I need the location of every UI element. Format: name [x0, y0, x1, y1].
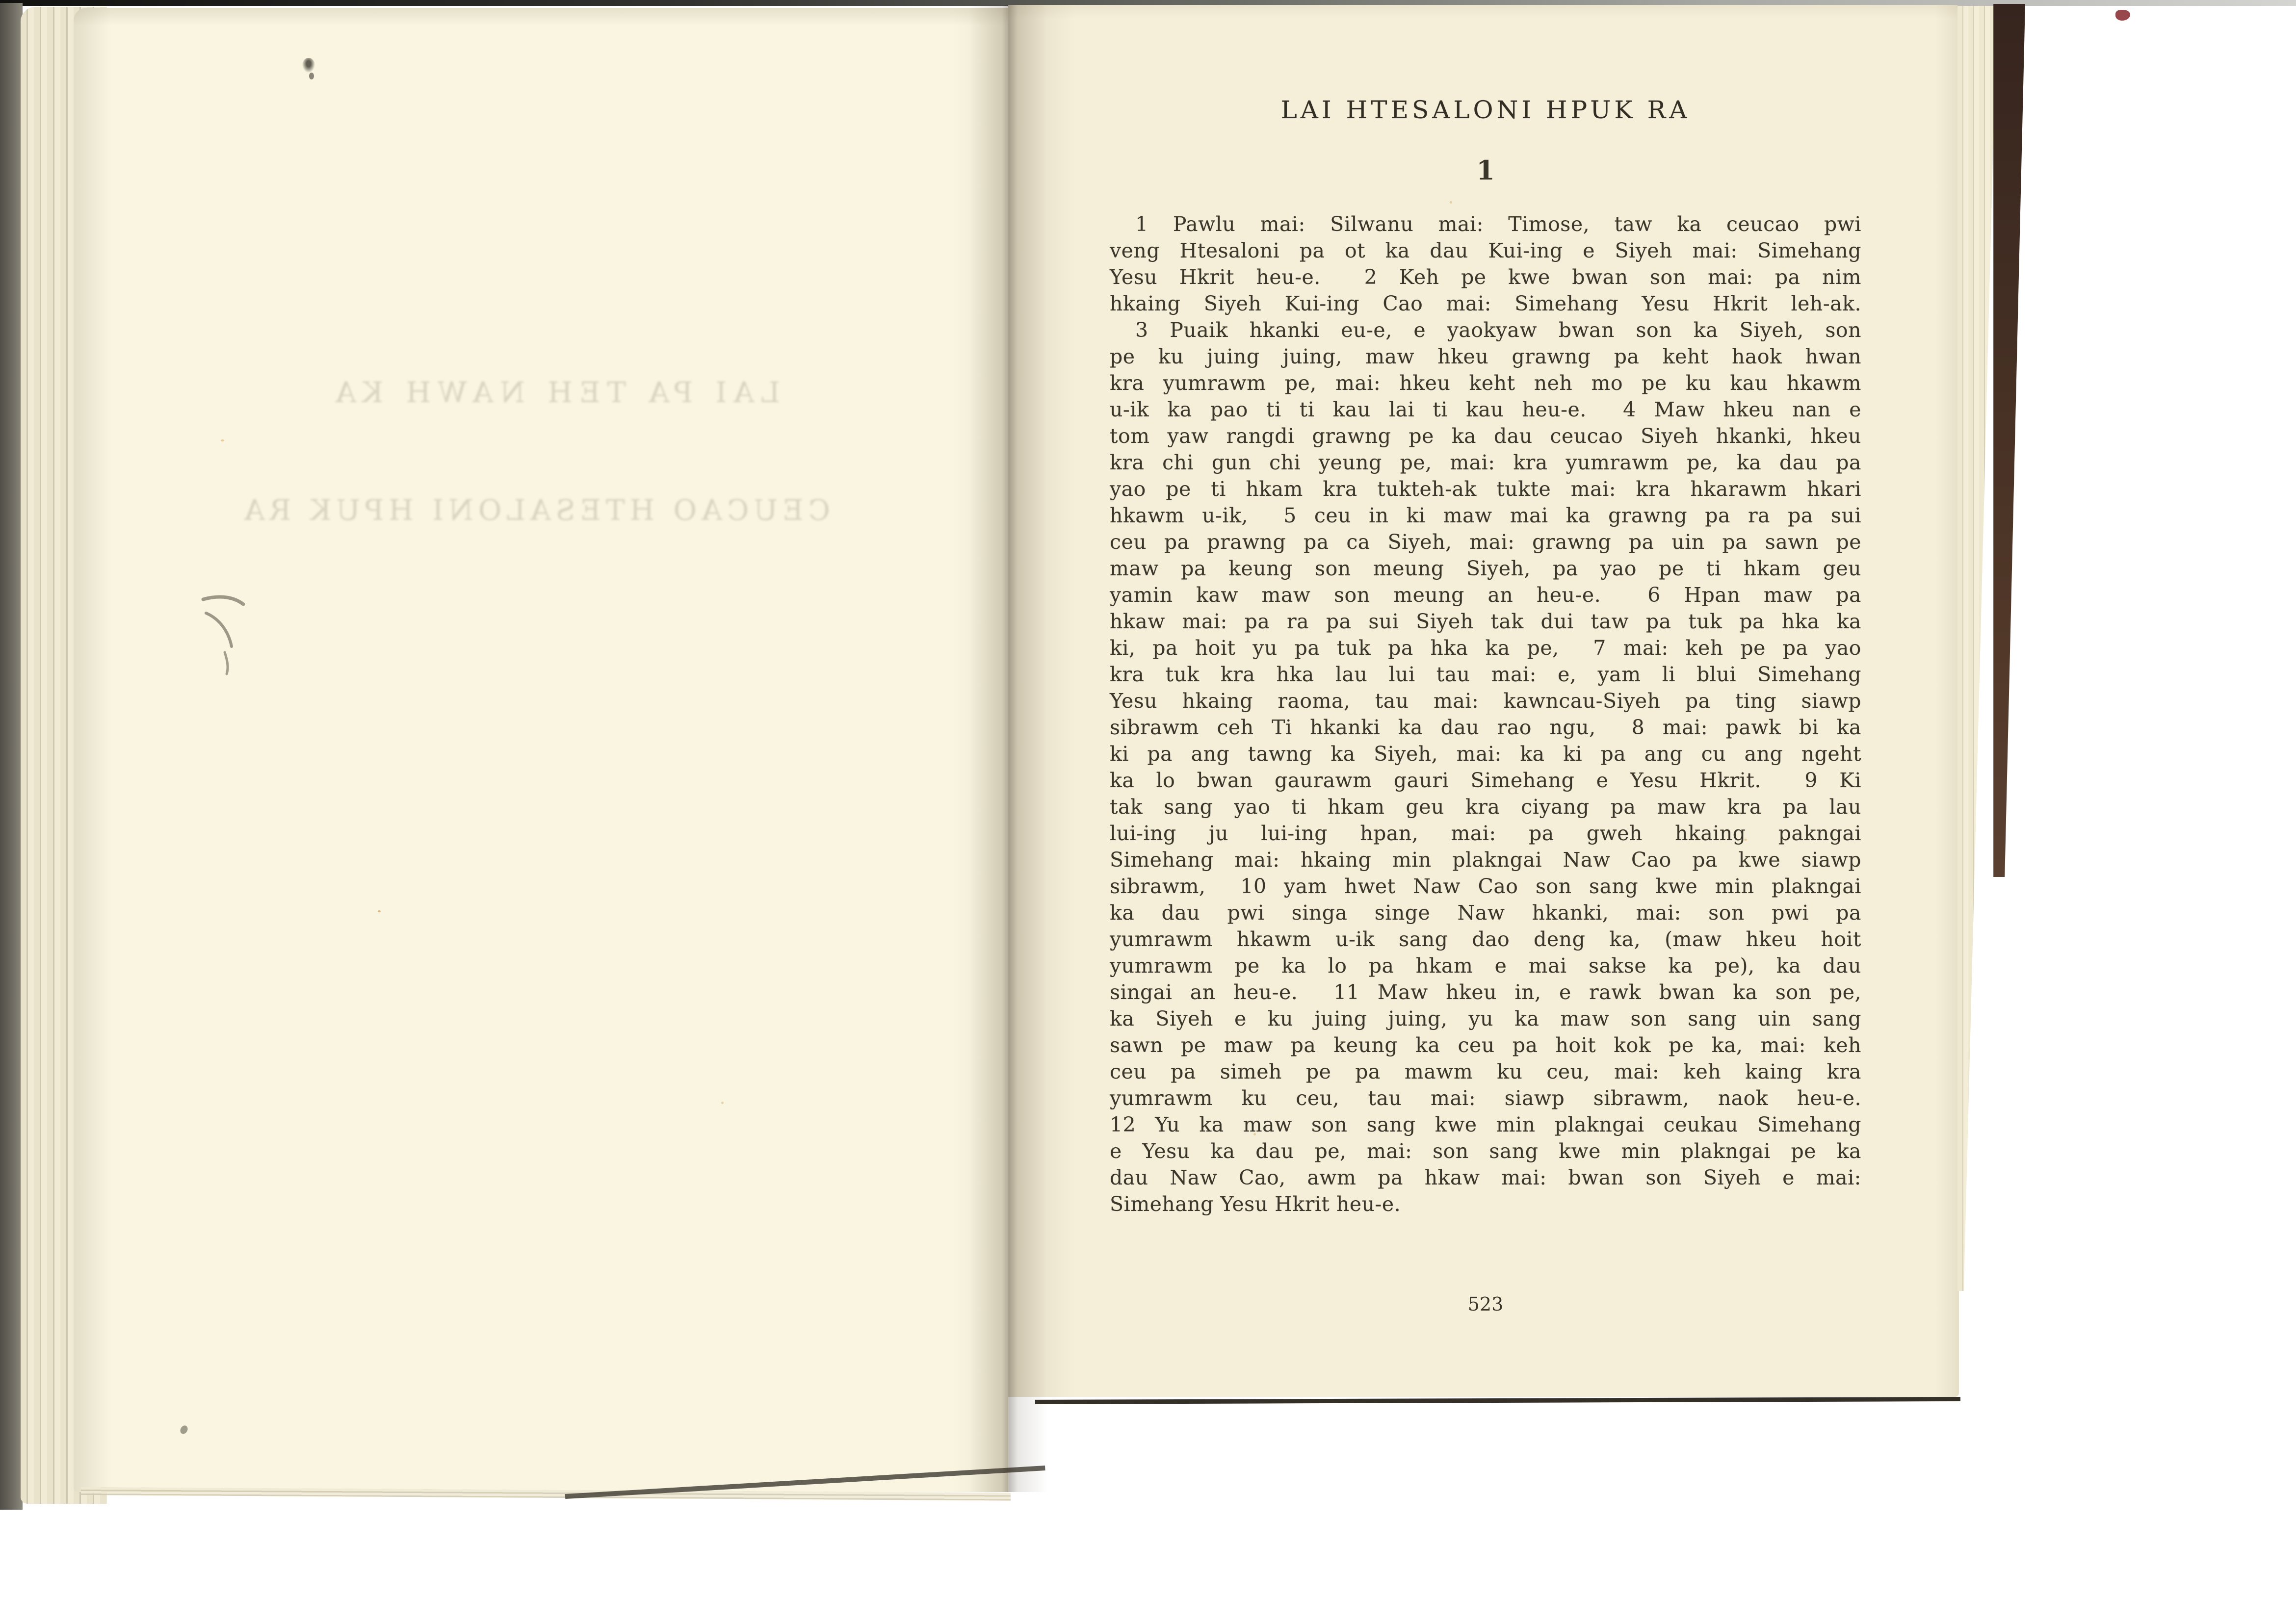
body-line: hkawm u-ik, 5 ceu in ki maw mai ka grawng pa ra pa sui	[1110, 504, 1861, 527]
body-line: tom yaw rangdi grawng pe ka dau ceucao Siyeh hkanki, hkeu	[1110, 424, 1861, 448]
pencil-scribble	[196, 593, 260, 677]
body-line: ceu pa prawng pa ca Siyeh, mai: grawng pa uin pa sawn pe	[1110, 530, 1861, 554]
running-title: LAI HTESALONI HPUK RA	[1280, 96, 1691, 124]
body-line: Yesu hkaing raoma, tau mai: kawncau-Siyeh pa ting siawp	[1110, 689, 1861, 713]
right-cover-strip	[1990, 4, 2025, 877]
paper-speck	[1450, 201, 1452, 204]
body-line: kra chi gun chi yeung pe, mai: kra yumrawm pe, ka dau pa	[1110, 451, 1861, 474]
gutter-shadow	[969, 5, 1047, 1492]
body-line: pe ku juing juing, maw hkeu grawng pa keht haok hwan	[1110, 345, 1861, 368]
body-line: Yesu Hkrit heu-e. 2 Keh pe kwe bwan son mai: pa nim	[1110, 265, 1861, 289]
body-line: sibrawm, 10 yam hwet Naw Cao son sang kwe min plakngai	[1110, 875, 1861, 898]
body-line: e Yesu ka dau pe, mai: son sang kwe min plakngai pe ka	[1110, 1139, 1861, 1163]
body-text	[1110, 211, 1861, 1217]
chapter-number: 1	[1476, 154, 1495, 186]
paper-speck	[721, 1102, 724, 1104]
body-line: ki, pa hoit yu pa tuk pa hka ka pe, 7 mai: keh pe pa yao	[1110, 636, 1861, 660]
body-line: yumrawm hkawm u-ik sang dao deng ka, (maw hkeu hoit	[1110, 927, 1861, 951]
body-line: maw pa keung son meung Siyeh, pa yao pe ti hkam geu	[1110, 557, 1861, 580]
body-line: yamin kaw maw son meung an heu-e. 6 Hpan maw pa	[1110, 583, 1861, 607]
body-line: lui-ing ju lui-ing hpan, mai: pa gweh hkaing pakngai	[1110, 822, 1861, 845]
body-line: 12 Yu ka maw son sang kwe min plakngai ceukau Simehang	[1110, 1113, 1861, 1136]
paper-speck	[221, 439, 224, 441]
body-line: sawn pe maw pa keung ka ceu pa hoit kok pe ka, mai: keh	[1110, 1033, 1861, 1057]
body-line: kra tuk kra hka lau lui tau mai: e, yam li blui Simehang	[1110, 663, 1861, 686]
red-mark-top-right	[2115, 10, 2130, 21]
bottom-cover-edge-right	[1035, 1397, 1960, 1404]
body-line: yumrawm pe ka lo pa hkam e mai sakse ka pe), ka dau	[1110, 954, 1861, 978]
body-line: u-ik ka pao ti ti kau lai ti kau heu-e. 4 Maw hkeu nan e	[1110, 398, 1861, 421]
body-line: yao pe ti hkam kra tukteh-ak tukte mai: kra hkarawm hkari	[1110, 477, 1861, 501]
body-line: ka lo bwan gaurawm gauri Simehang e Yesu Hkrit. 9 Ki	[1110, 769, 1861, 792]
body-line: sibrawm ceh Ti hkanki ka dau rao ngu, 8 mai: pawk bi ka	[1110, 716, 1861, 739]
left-cover-edge	[0, 3, 23, 1510]
body-line: tak sang yao ti hkam geu kra ciyang pa maw kra pa lau	[1110, 795, 1861, 819]
body-line: ceu pa simeh pe pa mawm ku ceu, mai: keh kaing kra	[1110, 1060, 1861, 1083]
body-line: kra yumrawm pe, mai: hkeu keht neh mo pe ku kau hkawm	[1110, 371, 1861, 395]
body-line: Simehang Yesu Hkrit heu-e.	[1110, 1192, 1401, 1216]
body-line: Simehang mai: hkaing min plakngai Naw Cao pa kwe siawp	[1110, 848, 1861, 872]
bleedthrough-line-1: LAI PA TEH NAWH KA	[329, 376, 780, 409]
body-line: ka dau pwi singa singe Naw hkanki, mai: son pwi pa	[1110, 901, 1861, 925]
body-line: veng Htesaloni pa ot ka dau Kui-ing e Siyeh mai: Simehang	[1110, 239, 1861, 262]
left-page	[74, 8, 1008, 1492]
page-number: 523	[1467, 1293, 1504, 1315]
body-line: yumrawm ku ceu, tau mai: siawp sibrawm, naok heu-e.	[1110, 1086, 1861, 1110]
body-line: singai an heu-e. 11 Maw hkeu in, e rawk bwan ka son pe,	[1110, 980, 1861, 1004]
body-line: ki pa ang tawng ka Siyeh, mai: ka ki pa ang cu ang ngeht	[1110, 742, 1861, 766]
right-fore-edge-stack	[1957, 6, 1997, 1291]
body-line: 1 Pawlu mai: Silwanu mai: Timose, taw ka ceucao pwi	[1135, 212, 1861, 236]
ink-smudge	[302, 58, 315, 73]
pencil-scribble-strokes	[196, 593, 260, 677]
body-line: ka Siyeh e ku juing juing, yu ka maw son sang uin sang	[1110, 1007, 1861, 1030]
body-line: hkaing Siyeh Kui-ing Cao mai: Simehang Yesu Hkrit leh-ak.	[1110, 292, 1861, 315]
body-line: 3 Puaik hkanki eu-e, e yaokyaw bwan son ka Siyeh, son	[1135, 318, 1861, 342]
body-line: hkaw mai: pa ra pa sui Siyeh tak dui taw pa tuk pa hka ka	[1110, 610, 1861, 633]
bleedthrough-line-2: CEUCAO HTESALONI HPUK RA	[239, 493, 831, 527]
body-line: dau Naw Cao, awm pa hkaw mai: bwan son Siyeh e mai:	[1110, 1166, 1861, 1189]
paper-speck	[378, 910, 381, 912]
